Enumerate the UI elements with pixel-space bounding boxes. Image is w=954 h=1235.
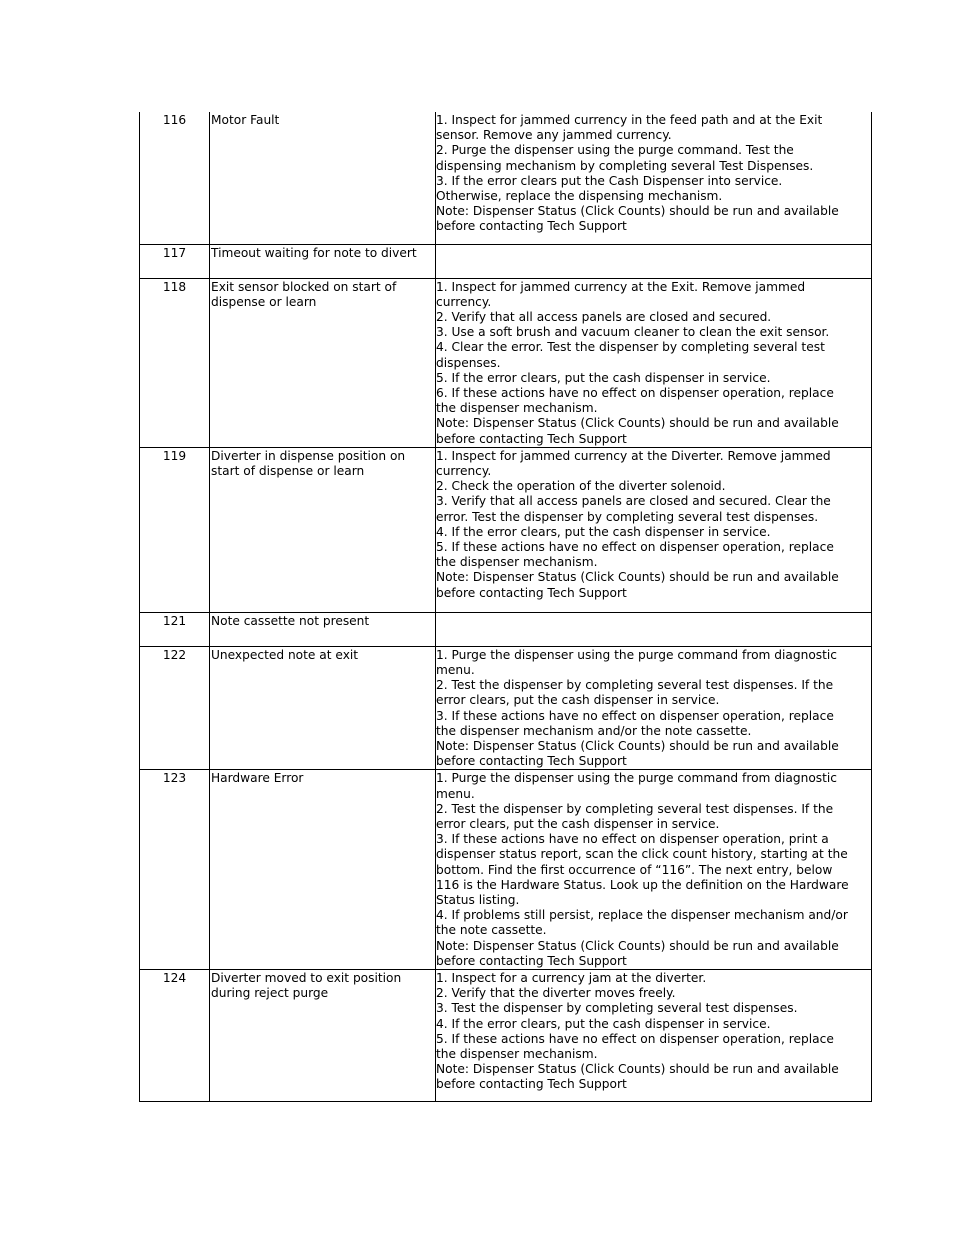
error-description-cell	[210, 646, 436, 770]
action-line: Note: Dispenser Status (Click Counts) should be run and available	[436, 570, 839, 585]
error-code-table	[139, 112, 872, 1102]
action-line: 3. Test the dispenser by completing several test dispenses.	[436, 1001, 798, 1016]
error-description-cell	[210, 770, 436, 970]
action-line: 5. If these actions have no effect on dispenser operation, replace	[436, 539, 834, 554]
action-line: 116 is the Hardware Status. Look up the definition on the Hardware	[436, 877, 849, 892]
action-line: the dispenser mechanism and/or the note cassette.	[436, 723, 752, 738]
action-line: 2. Verify that all access panels are closed and secured.	[436, 309, 772, 324]
corrective-action-cell	[436, 278, 872, 447]
description-line: Note cassette not present	[211, 613, 370, 628]
corrective-action-cell	[436, 970, 872, 1102]
action-line: 1. Purge the dispenser using the purge command from diagnostic	[436, 771, 838, 786]
action-line: 3. If these actions have no effect on dispenser operation, replace	[436, 708, 834, 723]
description-line: Hardware Error	[211, 771, 304, 786]
error-code-cell: 121	[140, 612, 210, 646]
action-line: 2. Check the operation of the diverter solenoid.	[436, 479, 726, 494]
table-row	[140, 112, 872, 244]
action-line: 1. Inspect for a currency jam at the diverter.	[436, 971, 707, 985]
action-line: Status listing.	[436, 892, 520, 907]
action-line: before contacting Tech Support	[436, 585, 627, 600]
error-code-cell: 122	[140, 646, 210, 770]
action-line: 1. Purge the dispenser using the purge command from diagnostic	[436, 647, 838, 662]
action-line: 1. Inspect for jammed currency at the Diverter. Remove jammed	[436, 448, 831, 463]
action-line: 6. If these actions have no effect on dispenser operation, replace	[436, 385, 834, 400]
action-line: menu.	[436, 662, 475, 677]
action-line: Note: Dispenser Status (Click Counts) should be run and available	[436, 416, 839, 431]
action-line: 3. If the error clears put the Cash Dispenser into service.	[436, 173, 783, 188]
action-line: 1. Inspect for jammed currency at the Exit. Remove jammed	[436, 279, 806, 294]
action-line: Note: Dispenser Status (Click Counts) should be run and available	[436, 938, 839, 953]
table-row	[140, 770, 872, 970]
error-description-cell	[210, 612, 436, 646]
action-line: 3. Use a soft brush and vacuum cleaner to clean the exit sensor.	[436, 325, 830, 340]
table-row	[140, 244, 872, 278]
action-line: the dispenser mechanism.	[436, 401, 598, 416]
corrective-action-cell	[436, 770, 872, 970]
action-line: the note cassette.	[436, 923, 547, 938]
corrective-action-cell	[436, 612, 872, 646]
action-line: 4. If the error clears, put the cash dispenser in service.	[436, 1016, 771, 1031]
action-line: 3. Verify that all access panels are closed and secured. Clear the	[436, 494, 831, 509]
action-line: 2. Verify that the diverter moves freely.	[436, 986, 676, 1001]
action-line: 2. Test the dispenser by completing several test dispenses. If the	[436, 678, 834, 693]
table-row	[140, 447, 872, 612]
table-row	[140, 612, 872, 646]
action-line: 5. If these actions have no effect on dispenser operation, replace	[436, 1031, 834, 1046]
action-line: dispenser status report, scan the click count history, starting at the	[436, 847, 848, 862]
action-line: before contacting Tech Support	[436, 754, 627, 769]
corrective-action-cell	[436, 447, 872, 612]
error-code-cell: 117	[140, 244, 210, 278]
action-line: before contacting Tech Support	[436, 431, 627, 446]
action-line: error clears, put the cash dispenser in service.	[436, 693, 720, 708]
action-line: Note: Dispenser Status (Click Counts) should be run and available	[436, 1062, 839, 1077]
action-line: Note: Dispenser Status (Click Counts) should be run and available	[436, 204, 839, 219]
description-line: start of dispense or learn	[211, 463, 365, 478]
action-line: 4. If problems still persist, replace the dispenser mechanism and/or	[436, 908, 848, 923]
action-line: before contacting Tech Support	[436, 219, 627, 234]
description-line: Exit sensor blocked on start of	[211, 279, 397, 294]
error-code-table-body	[140, 112, 872, 1102]
error-description-cell	[210, 447, 436, 612]
action-line: dispenses.	[436, 355, 501, 370]
corrective-action-cell	[436, 646, 872, 770]
error-description-cell	[210, 112, 436, 244]
action-line: 4. Clear the error. Test the dispenser by completing several test	[436, 340, 825, 355]
table-row	[140, 970, 872, 1102]
error-code-cell: 118	[140, 278, 210, 447]
action-line: before contacting Tech Support	[436, 1077, 627, 1092]
error-code-cell: 124	[140, 970, 210, 1102]
action-line: the dispenser mechanism.	[436, 555, 598, 570]
action-line: 3. If these actions have no effect on dispenser operation, print a	[436, 832, 829, 847]
action-line: before contacting Tech Support	[436, 953, 627, 968]
error-code-cell: 119	[140, 447, 210, 612]
action-line: currency.	[436, 463, 492, 478]
action-line: Note: Dispenser Status (Click Counts) should be run and available	[436, 738, 839, 753]
action-line: bottom. Find the first occurrence of “116”. The next entry, below	[436, 862, 833, 877]
action-line: the dispenser mechanism.	[436, 1047, 598, 1062]
description-line: Diverter moved to exit position	[211, 971, 402, 985]
error-description-cell	[210, 244, 436, 278]
table-row	[140, 278, 872, 447]
action-line: Otherwise, replace the dispensing mechanism.	[436, 189, 723, 204]
corrective-action-cell	[436, 244, 872, 278]
error-description-cell	[210, 278, 436, 447]
description-line: Diverter in dispense position on	[211, 448, 406, 463]
action-line: menu.	[436, 786, 475, 801]
corrective-action-cell	[436, 112, 872, 244]
description-line: Motor Fault	[211, 113, 280, 127]
action-line: 1. Inspect for jammed currency in the feed path and at the Exit	[436, 113, 823, 127]
action-line: error clears, put the cash dispenser in service.	[436, 816, 720, 831]
action-line: sensor. Remove any jammed currency.	[436, 128, 672, 143]
error-code-cell: 116	[140, 112, 210, 244]
action-line: 4. If the error clears, put the cash dispenser in service.	[436, 524, 771, 539]
description-line: Timeout waiting for note to divert	[211, 245, 417, 260]
description-line: during reject purge	[211, 986, 329, 1001]
error-code-cell: 123	[140, 770, 210, 970]
description-line: dispense or learn	[211, 294, 317, 309]
action-line: 2. Purge the dispenser using the purge command. Test the	[436, 143, 794, 158]
action-line: currency.	[436, 294, 492, 309]
error-description-cell	[210, 970, 436, 1102]
description-line: Unexpected note at exit	[211, 647, 359, 662]
action-line: error. Test the dispenser by completing several test dispenses.	[436, 509, 819, 524]
table-row	[140, 646, 872, 770]
action-line: dispensing mechanism by completing several Test Dispenses.	[436, 158, 814, 173]
action-line: 5. If the error clears, put the cash dispenser in service.	[436, 370, 771, 385]
action-line: 2. Test the dispenser by completing several test dispenses. If the	[436, 801, 834, 816]
